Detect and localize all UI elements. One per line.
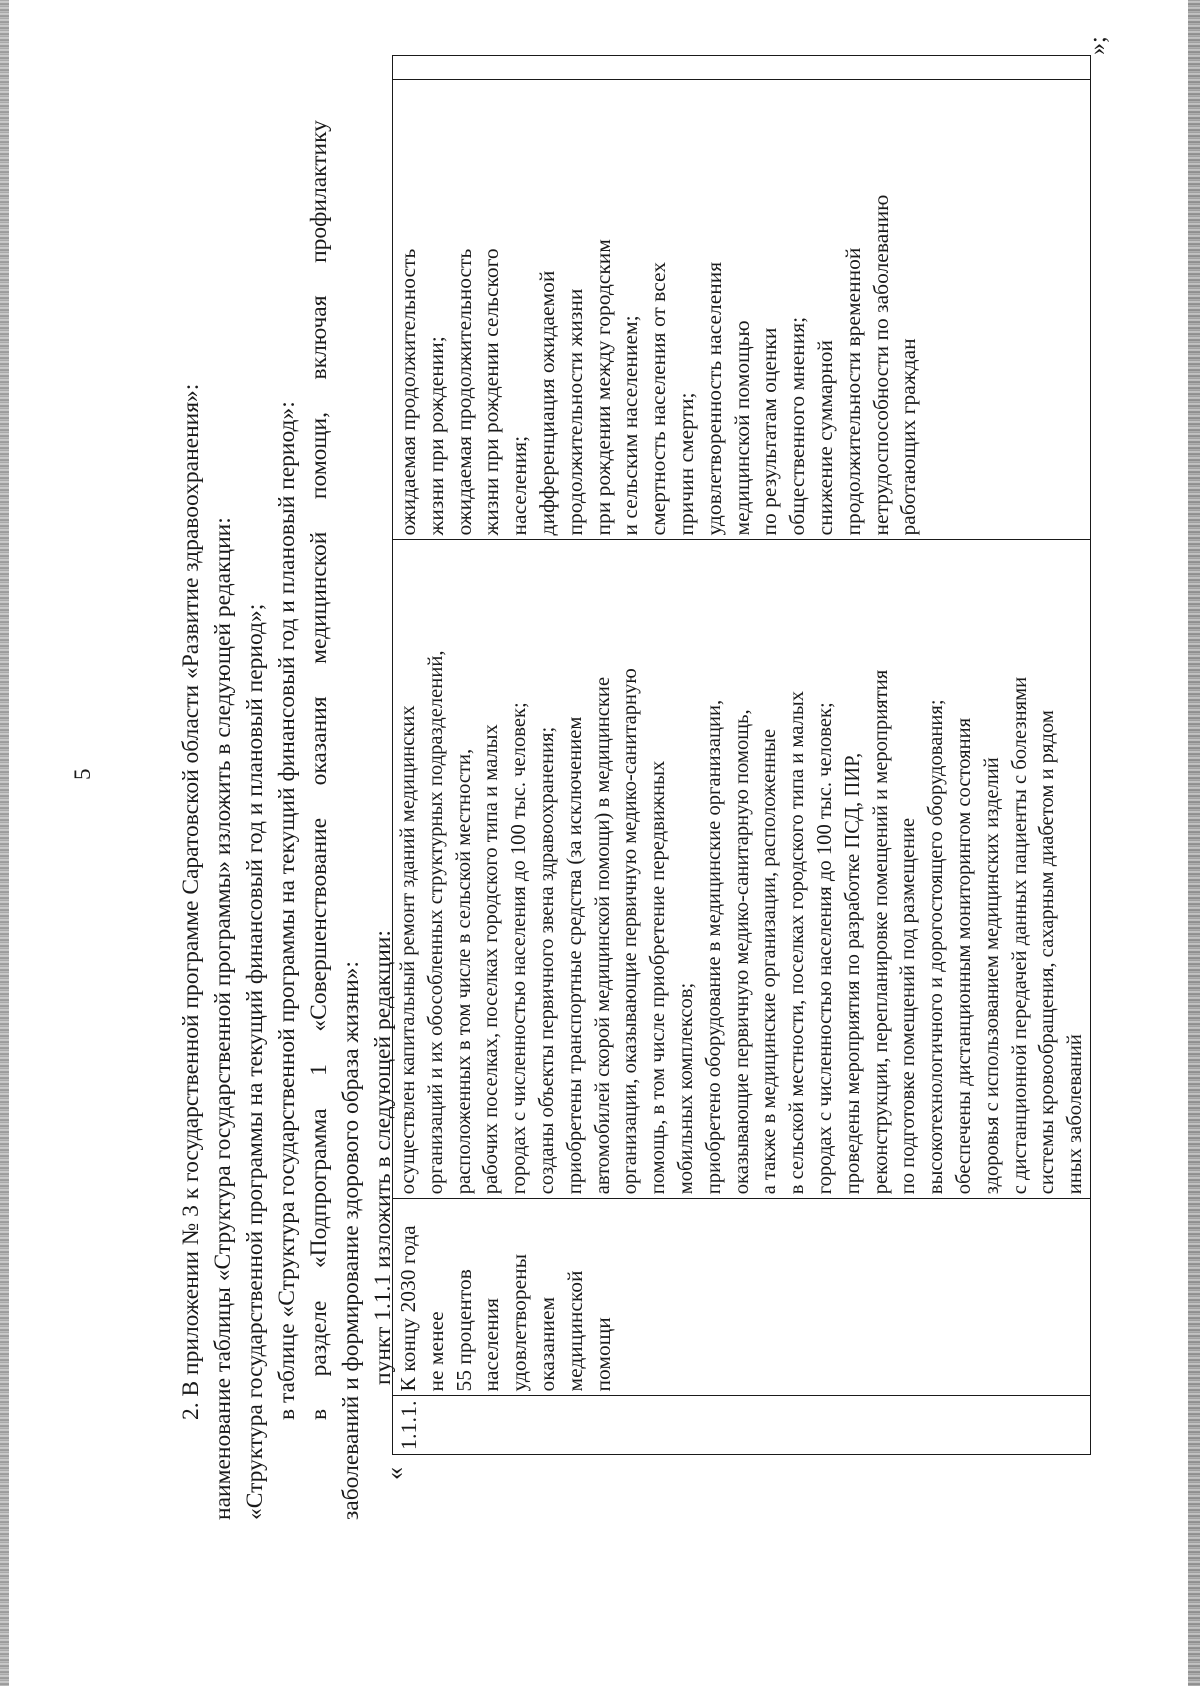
action-line: иных заболеваний — [1064, 1034, 1087, 1195]
goal-line: удовлетворены — [507, 1253, 532, 1392]
action-line: по подготовке помещений под размещение — [897, 817, 920, 1195]
intro-line-5 — [303, 120, 335, 1520]
intro-line-6: заболеваний и формирование здорового образа жизни»: — [338, 961, 364, 1520]
intro-line-5-word: профилактику — [306, 120, 332, 263]
intro-line-5-word: помощи, — [306, 412, 332, 500]
intro-line-5-word: оказания — [306, 696, 332, 786]
action-line: приобретены транспортные средства (за исключением — [563, 716, 586, 1195]
result-line: населения; — [507, 435, 532, 536]
result-line: удовлетворенность населения — [701, 261, 726, 536]
action-line: мобильных комплексов; — [674, 982, 697, 1195]
intro-paragraphs — [175, 120, 399, 1520]
action-line: помощь, в том числе приобретение передвижных — [647, 760, 670, 1195]
row-number-cell — [393, 1396, 1091, 1455]
intro-line-5-word: 1 — [306, 1064, 332, 1076]
results-cell — [393, 80, 1091, 540]
page-number: 5 — [70, 768, 95, 780]
action-line: системы кровообращения, сахарным диабетом и рядом — [1036, 710, 1059, 1195]
goal-line: медицинской — [562, 1270, 587, 1392]
structure-table — [392, 55, 1091, 1455]
result-line: по результатам оценки — [757, 327, 782, 536]
action-line: обеспечены дистанционным мониторингом состояния — [952, 717, 975, 1195]
result-line: медицинской помощью — [729, 320, 754, 536]
action-line: городах с численностью населения до 100 тыс. человек; — [508, 702, 531, 1195]
goal-cell — [393, 1199, 1091, 1396]
goal-line: не менее — [423, 1311, 448, 1392]
empty-cell — [393, 56, 1091, 80]
result-line: и сельским населением; — [618, 315, 643, 536]
action-line: расположенных в том числе в сельской местности, — [452, 748, 475, 1195]
intro-line-2: наименование таблицы «Структура государственной программы» изложить в следующей редакции: — [210, 517, 236, 1520]
action-line: в сельской местности, поселках городского типа и малых — [786, 691, 809, 1195]
goal-line: оказанием — [534, 1296, 559, 1392]
result-line: снижение суммарной — [812, 340, 837, 536]
result-line: ожидаемая продолжительность — [451, 248, 476, 536]
intro-line-1: 2. В приложении № 3 к государственной программе Саратовской области «Развитие здравоохранения»: — [178, 383, 204, 1420]
intro-line-4: в таблице «Структура государственной программы на текущий финансовый год и плановый период»: — [274, 401, 300, 1420]
action-line: созданы объекты первичного звена здравоохранения; — [535, 726, 558, 1195]
action-line: организации, оказывающие первичную медико-санитарную — [619, 668, 642, 1195]
result-line: ожидаемая продолжительность — [396, 248, 420, 536]
result-line: общественного мнения; — [785, 316, 810, 536]
action-line: проведены мероприятия по разработке ПСД, ПИР, — [841, 752, 864, 1195]
action-line: здоровья с использованием медицинских изделий — [980, 757, 1003, 1195]
result-line: дифференциация ожидаемой — [534, 270, 559, 536]
result-line: продолжительности временной — [840, 247, 865, 536]
goal-line: населения — [479, 1297, 504, 1392]
result-line: работающих граждан — [896, 338, 921, 536]
table-close-quote: »; — [1085, 36, 1111, 55]
result-line: жизни при рождении; — [423, 336, 448, 536]
action-line: высокотехнологичного и дорогостоящего оборудования; — [925, 699, 948, 1195]
action-line: с дистанционной передачей данных пациенты с болезнями — [1008, 676, 1031, 1195]
action-line: автомобилей скорой медицинской помощи) в медицинские — [591, 676, 614, 1195]
action-line: а также в медицинские организации, расположенные — [758, 728, 781, 1195]
result-line: жизни при рождении сельского — [479, 248, 504, 536]
intro-line-5-word: включая — [306, 295, 332, 380]
intro-line-5-word: разделе — [306, 1300, 332, 1377]
intro-line-5-word: в — [306, 1408, 332, 1420]
table-row — [393, 56, 1091, 1455]
result-line: причин смерти; — [673, 392, 698, 536]
intro-line-5-word: «Совершенствование — [306, 817, 332, 1032]
intro-line-5-word: «Подпрограмма — [306, 1108, 332, 1269]
action-line: организаций и их обособленных структурных подразделений, — [424, 650, 447, 1195]
intro-line-5-word: медицинской — [306, 531, 332, 664]
goal-line: К концу 2030 года — [396, 1225, 420, 1392]
table-open-quote: « — [380, 1467, 409, 1480]
result-line: продолжительности жизни — [562, 288, 587, 536]
action-line: приобретено оборудование в медицинские организации, — [702, 699, 725, 1195]
actions-cell — [393, 540, 1091, 1199]
action-line: оказывающие первичную медико-санитарную помощь, — [730, 709, 753, 1195]
action-line: осуществлен капитальный ремонт зданий медицинских — [397, 705, 419, 1195]
action-line: рабочих поселках, поселках городского типа и малых — [480, 724, 503, 1195]
goal-line: 55 процентов — [451, 1269, 476, 1392]
action-line: городах с численностью населения до 100 тыс. человек; — [813, 702, 836, 1195]
action-line: реконструкции, перепланировке помещений и мероприятия — [869, 669, 892, 1195]
goal-line: помощи — [590, 1317, 615, 1392]
result-line: смертность населения от всех — [646, 261, 671, 536]
intro-line-7: пункт 1.1.1 изложить в следующей редакции: — [370, 930, 396, 1385]
row-number: 1.1.1. — [396, 1400, 421, 1450]
intro-line-3: «Структура государственной программы на текущий финансовый год и плановый период»; — [242, 603, 268, 1520]
result-line: при рождении между городским — [590, 239, 615, 536]
result-line: нетрудоспособности по заболеванию — [868, 194, 893, 536]
